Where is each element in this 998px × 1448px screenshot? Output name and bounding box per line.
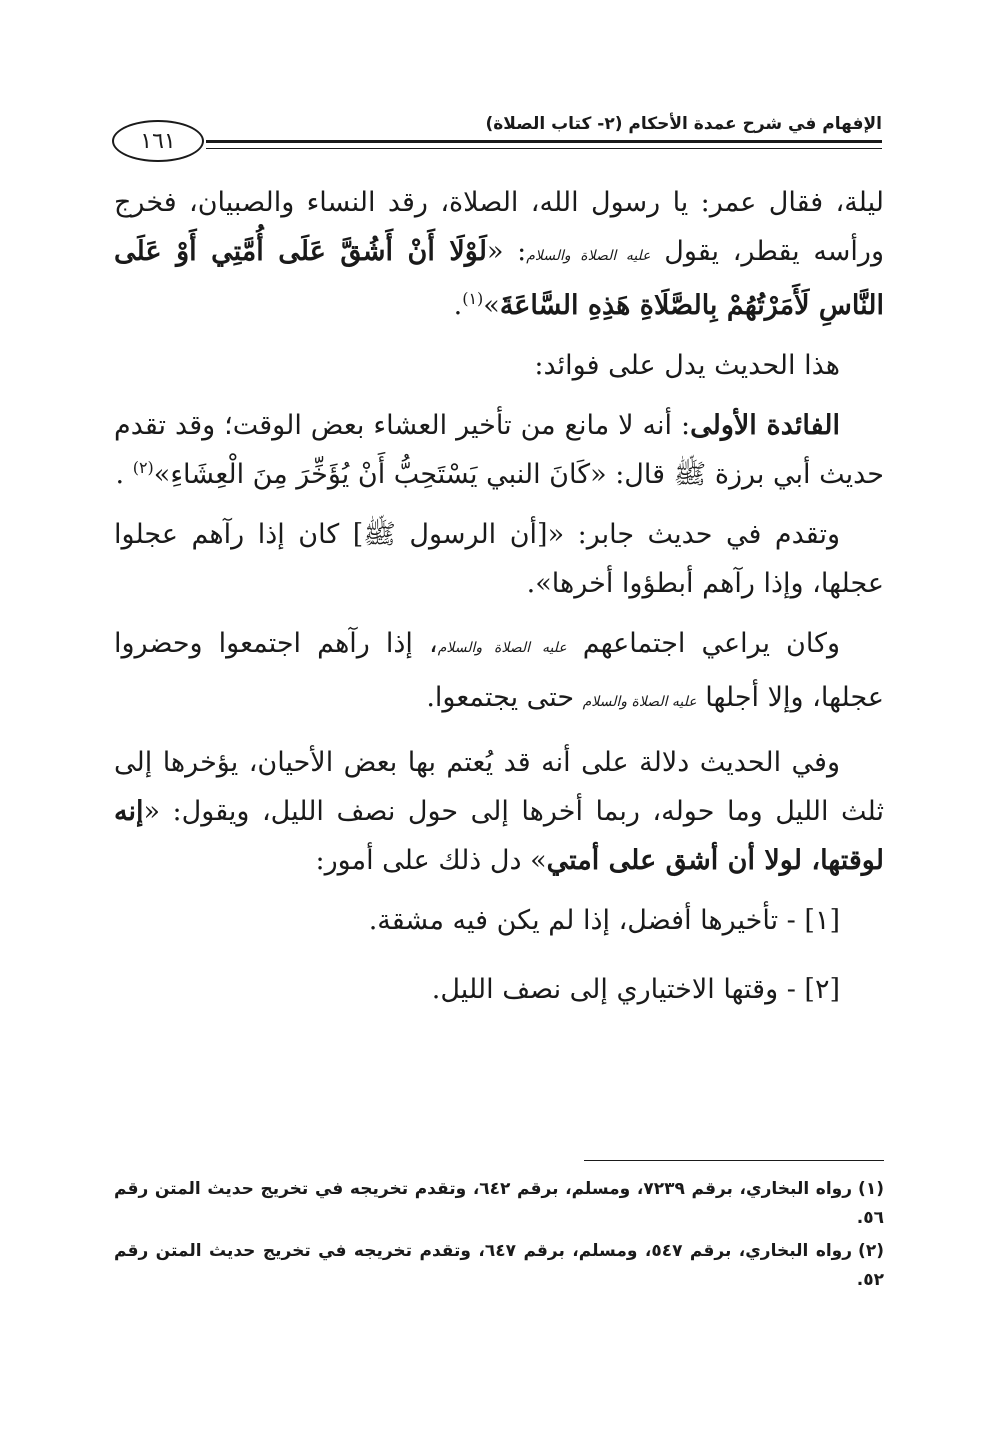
paragraph-3 bbox=[114, 401, 884, 499]
footnote-number: (٢) bbox=[858, 1241, 884, 1261]
footnote-ref-1[interactable]: (١) bbox=[462, 289, 484, 308]
footnote-text: رواه البخاري، برقم ٧٢٣٩، ومسلم، برقم ٦٤٢، وتقدم تخريجه في تخريج حديث المتن رقم ٥٦. bbox=[114, 1179, 884, 1228]
list-item: [٢] - وقتها الاختياري إلى نصف الليل. bbox=[431, 974, 840, 1005]
paragraph-5 bbox=[114, 619, 884, 727]
text: » bbox=[483, 290, 500, 321]
footnote-number: (١) bbox=[858, 1179, 884, 1199]
honorific: عليه الصلاة والسلام bbox=[582, 694, 697, 710]
footnote-text: رواه البخاري، برقم ٥٤٧، ومسلم، برقم ٦٤٧، وتقدم تخريجه في تخريج حديث المتن رقم ٥٢. bbox=[114, 1241, 884, 1290]
page-number: ١٦١ bbox=[112, 120, 204, 162]
list-item: [١] - تأخيرها أفضل، إذا لم يكن فيه مشقة. bbox=[368, 905, 840, 936]
text: : « bbox=[486, 236, 527, 267]
section-heading: الفائدة الأولى bbox=[690, 410, 841, 441]
text: ليلة، فقال عمر: يا رسول الله، الصلاة، رقد النساء والصبيان، فخرج ورأسه يقطر، يقول bbox=[114, 187, 885, 267]
paragraph-2: هذا الحديث يدل على فوائد: bbox=[534, 350, 840, 381]
text: حتى يجتمعوا. bbox=[426, 682, 583, 713]
footnotes bbox=[114, 1175, 884, 1299]
hadith-quote: إنه لوقتها، لولا أن أشق على أمتي bbox=[114, 796, 884, 876]
text: . bbox=[453, 290, 463, 321]
paragraph-6 bbox=[114, 738, 884, 885]
footnote-rule bbox=[584, 1160, 884, 1161]
running-title: الإفهام في شرح عمدة الأحكام (٢- كتاب الصلاة) bbox=[485, 114, 882, 134]
hadith-quote: لَوْلَا أَنْ أَشُقَّ عَلَى أُمَّتِي أَوْ عَلَى النَّاسِ لَأَمَرْتُهُمْ بِالصَّلَاةِ هَذِهِ السَّاعَةَ bbox=[114, 236, 884, 321]
honorific: عليه الصلاة والسلام bbox=[437, 640, 567, 656]
header-rule bbox=[206, 140, 882, 149]
text: . bbox=[115, 459, 133, 490]
footnote-1 bbox=[114, 1175, 884, 1233]
paragraph-4: وتقدم في حديث جابر: «[أن الرسول ﷺ] كان إذا رآهم عجلوا عجلها، وإذا رآهم أبطؤوا أخرها». bbox=[114, 519, 884, 599]
text: وفي الحديث دلالة على أنه قد يُعتم بها بعض الأحيان، يؤخرها إلى ثلث الليل وما حوله، ربما أخرها إلى حول نصف الليل، ويقول: « bbox=[114, 747, 884, 827]
text: وكان يراعي اجتماعهم bbox=[566, 628, 840, 659]
honorific: عليه الصلاة والسلام bbox=[526, 248, 651, 264]
footnote-2 bbox=[114, 1237, 884, 1295]
footnote-ref-2[interactable]: (٢) bbox=[132, 458, 154, 477]
main-text bbox=[114, 178, 884, 1034]
text: ، إذا رآهم اجتمعوا وحضروا عجلها، وإلا أجلها bbox=[114, 628, 884, 713]
text: : أنه لا مانع من تأخير العشاء بعض الوقت؛ وقد تقدم حديث أبي برزة ﷺ قال: «كَانَ النبي يَسْتَحِبُّ أَنْ يُؤَخِّرَ مِنَ الْعِشَاءِ» bbox=[114, 410, 884, 490]
text: » دل ذلك على أمور: bbox=[315, 845, 547, 876]
paragraph-1 bbox=[114, 178, 884, 330]
